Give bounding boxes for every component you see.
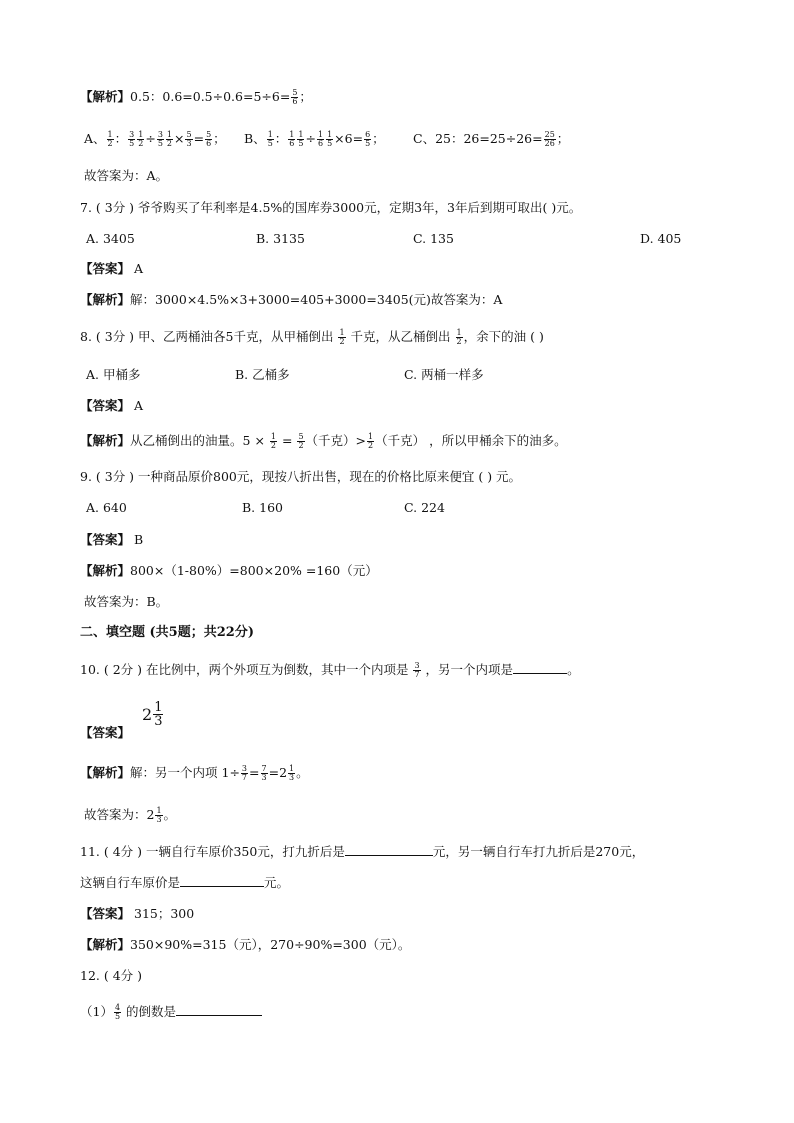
q9-option-a: A. 640 [86, 500, 127, 515]
q8-option-c: C. 两桶一样多 [404, 367, 484, 382]
q10-stem: 10. ( 2分 ) 在比例中，两个外项互为倒数，其中一个内项是 $\frac{3}{7}$ ，另一个内项是 。 [80, 661, 580, 679]
q8-stem: 8. ( 3分 ) 甲、乙两桶油各5千克，从甲桶倒出 $\frac{1}{2}$ 千克，从乙桶倒出 $\frac{1}{2}$ ，余下的油 ( ) [80, 328, 544, 346]
answer-blank[interactable] [513, 661, 567, 674]
q6-answer-line: 故答案为：A。 [84, 168, 169, 183]
q9-stem: 9. ( 3分 ) 一种商品原价800元，现按八折出售，现在的价格比原来便宜 ( ) 元。 [80, 469, 522, 484]
analysis-text: 0.5：0.6=0.5÷0.6=5÷6= [130, 89, 291, 104]
q11-stem-line1: 11. ( 4分 ) 一辆自行车原价350元，打九折后是 元，另一辆自行车打九折后是270元， [80, 844, 645, 859]
q12-sub1: （1） $\frac{4}{5}$ 的倒数是 [80, 1003, 262, 1021]
q7-option-a: A. 3405 [86, 231, 135, 246]
q6-analysis: 【解析】0.5：0.6=0.5÷0.6=5÷6= $\frac{5}{6}$ ； [80, 88, 312, 106]
q8-option-b: B. 乙桶多 [235, 367, 290, 382]
q7-option-c: C. 135 [413, 231, 454, 246]
q10-answer-tag: 【答案】 [80, 725, 131, 740]
q8-option-a: A. 甲桶多 [86, 367, 141, 382]
q7-option-d: D. 405 [640, 231, 682, 246]
q7-answer: 【答案】 A [80, 261, 144, 276]
q10-answer-line: 故答案为：2 $\frac{1}{3}$ 。 [84, 806, 177, 824]
q7-option-b: B. 3135 [256, 231, 305, 246]
q7-analysis: 【解析】解：3000×4.5%×3+3000=405+3000=3405(元)故答案为：A [80, 292, 503, 307]
answer-blank[interactable] [176, 1003, 262, 1016]
q8-answer: 【答案】 A [80, 398, 144, 413]
q10-analysis: 【解析】解：另一个内项 1÷ $\frac{3}{7}$ = $\frac{7}{3}$ =2 $\frac{1}{3}$ 。 [80, 764, 309, 782]
section-title: 二、填空题 (共5题；共22分) [80, 625, 254, 640]
q6-option-c: C、25：26=25÷26= $\frac{25}{26}$ ； [413, 130, 570, 148]
q6-option-b: B、 $\frac{1}{5}$ ： $\frac{1}{6}$ $\frac{1}{5}$ ÷ $\frac{1}{6}$ $\frac{1}{5}$ ×6= $\frac{6}{5}$ ； [244, 130, 385, 148]
q10-answer-value: 2 $\frac{1}{3}$ [142, 700, 163, 729]
q9-option-b: B. 160 [242, 500, 283, 515]
q7-stem: 7. ( 3分 ) 爷爷购买了年利率是4.5%的国库券3000元，定期3年，3年后到期可取出( )元。 [80, 200, 582, 215]
q12-stem: 12. ( 4分 ) [80, 968, 143, 983]
answer-blank[interactable] [345, 843, 433, 856]
q9-analysis: 【解析】800×（1-80%）=800×20% =160（元） [80, 563, 378, 578]
q9-option-c: C. 224 [404, 500, 445, 515]
fraction: $\frac{5}{6}$ [292, 88, 298, 106]
q11-stem-line2: 这辆自行车原价是 元。 [80, 875, 290, 890]
q9-answer-line: 故答案为：B。 [84, 594, 169, 609]
analysis-tag: 【解析】 [80, 89, 131, 104]
q8-analysis: 【解析】从乙桶倒出的油量。5 × $\frac{1}{2}$ = $\frac{5}{2}$ （千克）> $\frac{1}{2}$ （千克） ，所以甲桶余下的油多。 [80, 432, 567, 450]
q11-analysis: 【解析】350×90%=315（元），270÷90%=300（元）。 [80, 937, 411, 952]
q6-option-a: A、 $\frac{1}{2}$ ： $\frac{3}{5}$ $\frac{1}{2}$ ÷ $\frac{3}{5}$ $\frac{1}{2}$ × $\frac{5}{3}$ = $\frac{5}{6}$ ； [84, 130, 226, 148]
q9-answer: 【答案】 B [80, 532, 144, 547]
q11-answer: 【答案】 315；300 [80, 906, 195, 921]
answer-blank[interactable] [180, 874, 264, 887]
